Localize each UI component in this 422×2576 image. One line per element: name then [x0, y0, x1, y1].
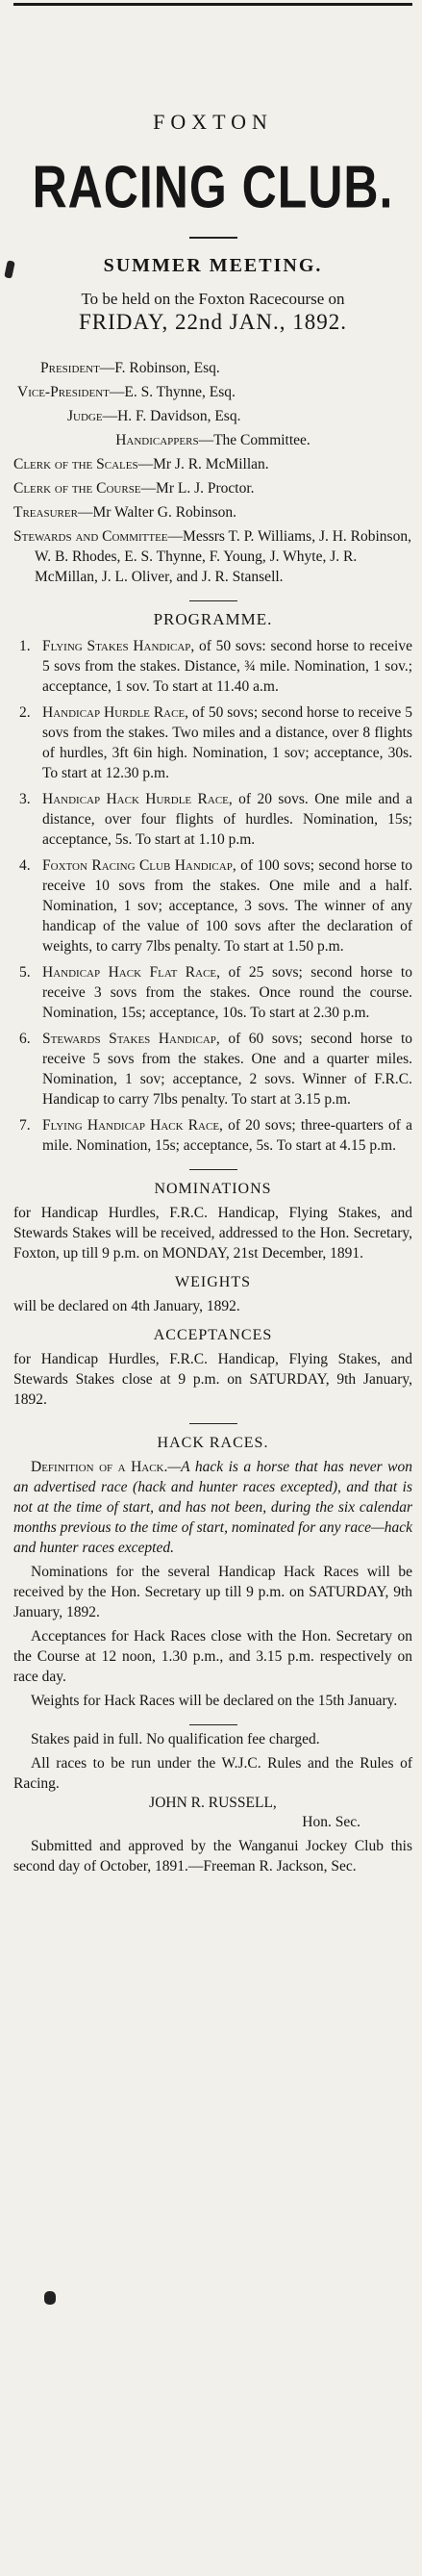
officer-value: —Mr Walter G. Robinson.	[77, 504, 237, 521]
race-name: Foxton Racing Club Handicap,	[42, 857, 236, 874]
officer-value: —H. F. Davidson, Esq.	[102, 408, 241, 424]
race-details: of 20 sovs; three-quarters of a mile. Nomination, 15s; acceptance, 5s. To start at 4.15 p.m.	[42, 1117, 412, 1154]
race-name: Handicap Hack Hurdle Race,	[42, 791, 233, 807]
item-number: 7.	[19, 1117, 31, 1134]
approval-note: Submitted and approved by the Wanganui Jockey Club this second day of October, 1891.—Freeman R. Jackson, Sec.	[13, 1838, 412, 1875]
nominations-heading: NOMINATIONS	[154, 1181, 272, 1197]
officer-value: —F. Robinson, Esq.	[99, 360, 220, 376]
place-name: FOXTON	[153, 110, 273, 134]
programme-item	[13, 789, 412, 850]
officer-clerk-course	[13, 476, 412, 500]
meeting-date: FRIDAY, 22nd JAN., 1892.	[79, 310, 347, 334]
race-name: Flying Handicap Hack Race,	[42, 1117, 223, 1134]
section-divider	[189, 1423, 237, 1424]
officer-label: Clerk of the Course	[13, 480, 141, 497]
item-text	[42, 855, 412, 956]
officer-value: —E. S. Thynne, Esq.	[109, 384, 236, 400]
club-title: RACING CLUB.	[32, 153, 394, 220]
officer-label: Clerk of the Scales	[13, 456, 138, 472]
item-number: 1.	[19, 638, 31, 654]
programme-item	[13, 962, 412, 1023]
officer-value: —Messrs T. P. Williams, J. H. Robinson, W. B. Rhodes, E. S. Thynne, F. Young, J. Whyte, J. R. McMillan, J. L. Oliver, and J. R. Stansell.	[35, 528, 411, 585]
officers-list	[13, 356, 412, 587]
acceptances-text: for Handicap Hurdles, F.R.C. Handicap, Flying Stakes, and Stewards Stakes close at 9 p.m. on SATURDAY, 9th January, 1892.	[13, 1351, 412, 1408]
officer-label: Judge	[67, 408, 103, 424]
secretary-title: Hon. Sec.	[302, 1814, 360, 1830]
item-text	[42, 636, 412, 697]
section-divider	[189, 1169, 237, 1170]
definition-label: Definition of a Hack.	[31, 1459, 168, 1475]
officer-handicappers	[13, 428, 412, 452]
race-details: of 25 sovs; second horse to receive 3 sovs from the stakes. Once round the course. Nomination, 15s; acceptance, 10s. To start at 2.30 p.m.	[42, 964, 412, 1021]
officer-president	[13, 356, 412, 380]
officer-label: Treasurer	[13, 504, 78, 521]
race-name: Handicap Hack Flat Race,	[42, 964, 221, 981]
programme-item	[13, 1029, 412, 1109]
item-text	[42, 789, 412, 850]
hack-acceptances: Acceptances for Hack Races close with the Hon. Secretary on the Course at 12 noon, 1.30 p.m., and 3.15 p.m. respectively on race day.	[13, 1628, 412, 1685]
item-number: 3.	[19, 791, 31, 807]
officer-stewards	[13, 526, 412, 587]
item-text	[42, 962, 412, 1023]
advertisement	[0, 3, 422, 2576]
race-name: Flying Stakes Handicap,	[42, 638, 195, 654]
weights-heading: WEIGHTS	[175, 1274, 251, 1290]
officer-value: —Mr J. R. McMillan.	[137, 456, 269, 472]
programme-item	[13, 855, 412, 956]
race-details: of 60 sovs; second horse to receive 5 sovs from the stakes. One and a quarter miles. Nomination, 1 sov; acceptance, 2 sovs. Winner of F.R.C. Handicap to carry 7lbs penalty. To start at 3.15 p.m.	[42, 1031, 412, 1108]
officer-label: Stewards and Committee	[13, 528, 168, 545]
race-name: Handicap Hurdle Race,	[42, 704, 189, 721]
item-number: 4.	[19, 857, 31, 874]
officer-judge	[13, 404, 412, 428]
officer-label: Vice-President	[17, 384, 110, 400]
officer-value: —Mr L. J. Proctor.	[140, 480, 255, 497]
item-number: 6.	[19, 1031, 31, 1047]
race-details: of 50 sovs: second horse to receive 5 sovs from the stakes. Distance, ¾ mile. Nomination, 1 sov.; acceptance, 1 sov. To start at 11.40 a.m.	[42, 638, 412, 695]
programme-item	[13, 1115, 412, 1156]
officer-vice-president	[13, 380, 412, 404]
rules-note: All races to be run under the W.J.C. Rules and the Rules of Racing.	[13, 1755, 412, 1792]
nominations-text: for Handicap Hurdles, F.R.C. Handicap, Flying Stakes, and Stewards Stakes will be received, addressed to the Hon. Secretary, Foxton, up till 9 p.m. on MONDAY, 21st December, 1891.	[13, 1205, 412, 1262]
programme-list	[13, 636, 412, 1156]
title-divider	[189, 237, 237, 239]
officer-value: —The Committee.	[198, 432, 310, 448]
hack-definition	[13, 1457, 412, 1558]
definition-text: —A hack is a horse that has never won an advertised race (hack and hunter races excepted), and that is not at the time of start, and has not been, during the six calendar months previous to the time of start, nominated for any race—hack and hunter races excepted.	[13, 1459, 412, 1556]
weights-text: will be declared on 4th January, 1892.	[13, 1298, 240, 1314]
secretary-name: JOHN R. RUSSELL,	[149, 1795, 277, 1811]
top-rule	[13, 3, 412, 6]
meeting-title: SUMMER MEETING.	[103, 255, 323, 276]
race-details: of 100 sovs; second horse to receive 10 sovs from the stakes. One mile and a half. Nomination, 1 sov; acceptance, 3 sovs. The winner of any handicap of the value of 100 sovs after the declaration of weights, to carry 7lbs penalty. To start at 1.50 p.m.	[42, 857, 413, 955]
hack-nominations: Nominations for the several Handicap Hack Races will be received by the Hon. Secretary up till 9 p.m. on SATURDAY, 9th January, 1892.	[13, 1564, 412, 1620]
programme-heading: PROGRAMME.	[153, 610, 273, 628]
venue-line: To be held on the Foxton Racecourse on	[81, 290, 345, 308]
section-divider	[189, 1724, 237, 1725]
stakes-note: Stakes paid in full. No qualification fee charged.	[31, 1731, 320, 1747]
item-text	[42, 702, 412, 783]
item-number: 5.	[19, 964, 31, 981]
race-details: of 50 sovs; second horse to receive 5 sovs from the stakes. Two miles and a distance, over 8 flights of hurdles, 3ft 6in high. Nomination, 1 sov; acceptance, 30s. To start at 12.30 p.m.	[42, 704, 412, 781]
ink-blot	[44, 2291, 56, 2305]
programme-item	[13, 702, 412, 783]
officer-label: President	[40, 360, 100, 376]
item-number: 2.	[19, 704, 31, 721]
race-details: of 20 sovs. One mile and a distance, over four flights of hurdles. Nomination, 15s; acceptance, 5s. To start at 1.10 p.m.	[42, 791, 413, 848]
programme-item	[13, 636, 412, 697]
race-name: Stewards Stakes Handicap,	[42, 1031, 220, 1047]
officer-clerk-scales	[13, 452, 412, 476]
acceptances-heading: ACCEPTANCES	[153, 1327, 273, 1343]
item-text	[42, 1115, 412, 1156]
hack-races-heading: HACK RACES.	[157, 1435, 269, 1451]
section-divider	[189, 600, 237, 601]
officer-label: Handicappers	[115, 432, 199, 448]
hack-weights: Weights for Hack Races will be declared on the 15th January.	[31, 1693, 398, 1709]
item-text	[42, 1029, 412, 1109]
officer-treasurer	[13, 500, 412, 524]
